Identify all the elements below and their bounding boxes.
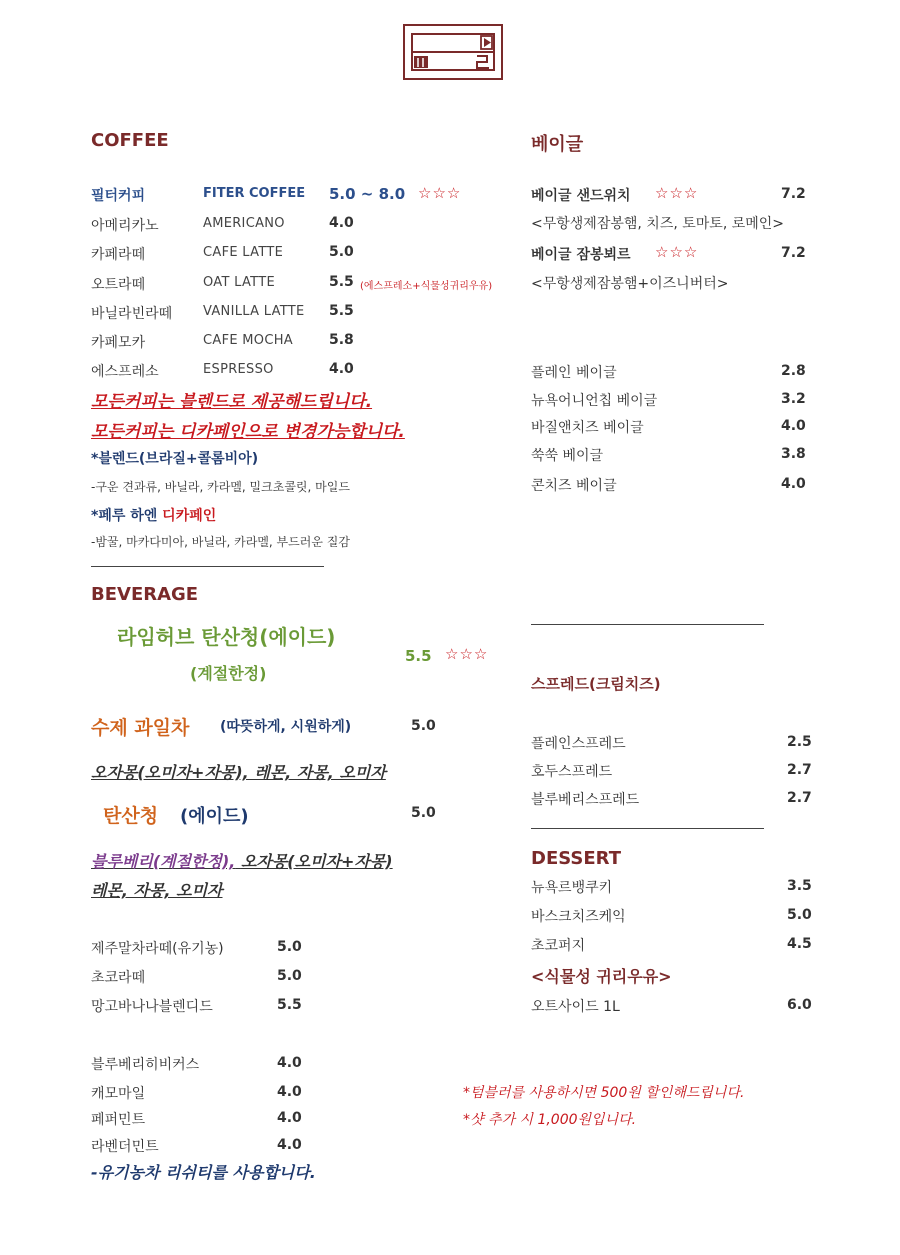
fruit-tea-name: 수제 과일차 bbox=[91, 717, 190, 739]
lime-ade-price: 5.5 bbox=[405, 647, 432, 665]
filter-coffee-price: 5.0 ~ 8.0 bbox=[329, 185, 406, 203]
blend-desc: -구운 견과류, 바닐라, 카라멜, 밀크초콜릿, 마일드 bbox=[91, 480, 350, 494]
logo-mark-icon bbox=[405, 26, 501, 78]
extra-shot-note: *샷 추가 시 1,000원입니다. bbox=[463, 1112, 637, 1128]
soda-desc-ojamong: 오자몽(오미자+자몽) bbox=[240, 852, 393, 871]
tea-item-price: 4.0 bbox=[277, 1137, 302, 1153]
coffee-item-price: 5.0 bbox=[329, 244, 354, 260]
oat-milk-title: <식물성 귀리우유> bbox=[531, 967, 672, 986]
coffee-item-ko: 카페라떼 bbox=[91, 247, 146, 263]
coffee-item-en: CAFE LATTE bbox=[203, 245, 284, 260]
bagel-sandwich-desc: <무항생제잠봉햄, 치즈, 토마토, 로메인> bbox=[531, 216, 785, 232]
dessert-item-price: 3.5 bbox=[787, 878, 812, 894]
bagel-sandwich-name: 베이글 샌드위치 bbox=[531, 188, 631, 204]
beverage-title: BEVERAGE bbox=[91, 584, 199, 605]
tea-item-name: 캐모마일 bbox=[91, 1086, 146, 1102]
coffee-item-ko: 카페모카 bbox=[91, 335, 146, 351]
decaf-title-row bbox=[91, 505, 216, 525]
soda-desc-seasonal: 블루베리(계절한정), bbox=[91, 852, 236, 871]
spread-item-price: 2.5 bbox=[787, 734, 812, 750]
bagel-sandwich-desc: <무항생제잠봉햄+이즈니버터> bbox=[531, 276, 729, 292]
spread-item-price: 2.7 bbox=[787, 790, 812, 806]
latte-item-name: 초코라떼 bbox=[91, 970, 146, 986]
tea-item-price: 4.0 bbox=[277, 1084, 302, 1100]
logo bbox=[403, 24, 503, 80]
coffee-item-price: 5.5 bbox=[329, 274, 354, 290]
coffee-item-price: 4.0 bbox=[329, 361, 354, 377]
filter-coffee-ko: 필터커피 bbox=[91, 188, 146, 204]
blend-title: *블렌드(브라질+콜롬비아) bbox=[91, 451, 259, 467]
bagel-item-price: 4.0 bbox=[781, 418, 806, 434]
bagel-item-name: 콘치즈 베이글 bbox=[531, 478, 617, 494]
spread-item-price: 2.7 bbox=[787, 762, 812, 778]
bagel-item-price: 4.0 bbox=[781, 476, 806, 492]
decaf-notice: 모든커피는 디카페인으로 변경가능합니다. bbox=[91, 422, 405, 442]
coffee-item-en: OAT LATTE bbox=[203, 275, 275, 290]
bagel-item-name: 뉴욕어니언칩 베이글 bbox=[531, 393, 658, 409]
dessert-item-name: 초코퍼지 bbox=[531, 938, 586, 954]
soda-desc-line1 bbox=[91, 849, 393, 872]
lime-ade-season: (계절한정) bbox=[190, 664, 267, 683]
soda-note: (에이드) bbox=[180, 806, 249, 827]
tea-note: -유기농차 리쉬티를 사용합니다. bbox=[91, 1163, 316, 1182]
dessert-item-name: 뉴욕르뱅쿠키 bbox=[531, 880, 613, 896]
lime-ade-name: 라임허브 탄산청(에이드) bbox=[117, 625, 336, 649]
bagel-item-price: 3.2 bbox=[781, 391, 806, 407]
soda-price: 5.0 bbox=[411, 805, 436, 821]
decaf-desc: -밤꿀, 마카다미아, 바닐라, 카라멜, 부드러운 질감 bbox=[91, 535, 350, 549]
latte-item-price: 5.0 bbox=[277, 939, 302, 955]
bagel-sandwich-price: 7.2 bbox=[781, 186, 806, 202]
bagel-sandwich-price: 7.2 bbox=[781, 245, 806, 261]
bagel-item-name: 쑥쑥 베이글 bbox=[531, 448, 604, 464]
bagel-item-price: 3.8 bbox=[781, 446, 806, 462]
latte-item-price: 5.5 bbox=[277, 997, 302, 1013]
dessert-item-name: 바스크치즈케익 bbox=[531, 909, 626, 925]
coffee-item-price: 4.0 bbox=[329, 215, 354, 231]
coffee-item-ko: 아메리카노 bbox=[91, 218, 159, 234]
tea-item-price: 4.0 bbox=[277, 1055, 302, 1071]
bagel-item-price: 2.8 bbox=[781, 363, 806, 379]
coffee-item-en: CAFE MOCHA bbox=[203, 333, 293, 348]
bagel-item-name: 플레인 베이글 bbox=[531, 365, 617, 381]
fruit-tea-price: 5.0 bbox=[411, 718, 436, 734]
latte-item-price: 5.0 bbox=[277, 968, 302, 984]
tea-item-name: 페퍼민트 bbox=[91, 1112, 146, 1128]
blend-notice: 모든커피는 블렌드로 제공해드립니다. bbox=[91, 392, 373, 412]
filter-coffee-stars: ☆☆☆ bbox=[418, 184, 462, 202]
decaf-word: 디카페인 bbox=[162, 508, 217, 524]
dessert-item-price: 4.5 bbox=[787, 936, 812, 952]
bagel-sandwich-stars: ☆☆☆ bbox=[655, 184, 699, 202]
coffee-title: COFFEE bbox=[91, 130, 169, 151]
spread-title: 스프레드(크림치즈) bbox=[531, 675, 661, 693]
soda-name: 탄산청 bbox=[103, 805, 159, 827]
divider bbox=[531, 624, 764, 625]
bagel-item-name: 바질앤치즈 베이글 bbox=[531, 420, 644, 436]
coffee-item-en: VANILLA LATTE bbox=[203, 304, 305, 319]
bagel-title: 베이글 bbox=[531, 134, 584, 155]
tea-item-name: 라벤더민트 bbox=[91, 1139, 159, 1155]
divider bbox=[91, 566, 324, 567]
oat-milk-item-price: 6.0 bbox=[787, 997, 812, 1013]
filter-coffee-en: FITER COFFEE bbox=[203, 186, 306, 201]
tea-item-name: 블루베리히비커스 bbox=[91, 1057, 200, 1073]
coffee-item-ko: 바닐라빈라떼 bbox=[91, 306, 173, 322]
soda-desc-line2: 레몬, 자몽, 오미자 bbox=[91, 881, 223, 900]
latte-item-name: 제주말차라떼(유기농) bbox=[91, 941, 224, 957]
latte-item-name: 망고바나나블렌디드 bbox=[91, 999, 213, 1015]
spread-item-name: 호두스프레드 bbox=[531, 764, 613, 780]
bagel-sandwich-name: 베이글 잠봉뵈르 bbox=[531, 247, 631, 263]
oat-milk-item-name: 오트사이드 1L bbox=[531, 999, 620, 1015]
spread-item-name: 블루베리스프레드 bbox=[531, 792, 640, 808]
fruit-tea-desc: 오자몽(오미자+자몽), 레몬, 자몽, 오미자 bbox=[91, 763, 386, 782]
coffee-item-price: 5.8 bbox=[329, 332, 354, 348]
coffee-item-ko: 오트라떼 bbox=[91, 277, 146, 293]
coffee-item-en: AMERICANO bbox=[203, 216, 285, 231]
bagel-sandwich-stars: ☆☆☆ bbox=[655, 243, 699, 261]
fruit-tea-note: (따뜻하게, 시원하게) bbox=[220, 719, 352, 735]
tea-item-price: 4.0 bbox=[277, 1110, 302, 1126]
tumbler-discount-note: *텀블러를 사용하시면 500원 할인해드립니다. bbox=[463, 1085, 745, 1101]
coffee-item-price: 5.5 bbox=[329, 303, 354, 319]
decaf-origin: *페루 하엔 bbox=[91, 508, 158, 524]
lime-ade-stars: ☆☆☆ bbox=[445, 645, 489, 663]
coffee-item-ko: 에스프레소 bbox=[91, 364, 159, 380]
coffee-item-en: ESPRESSO bbox=[203, 362, 274, 377]
oat-latte-note: (에스프레소+식물성귀리우유) bbox=[360, 281, 493, 292]
spread-item-name: 플레인스프레드 bbox=[531, 736, 626, 752]
dessert-item-price: 5.0 bbox=[787, 907, 812, 923]
divider bbox=[531, 828, 764, 829]
dessert-title: DESSERT bbox=[531, 848, 621, 869]
